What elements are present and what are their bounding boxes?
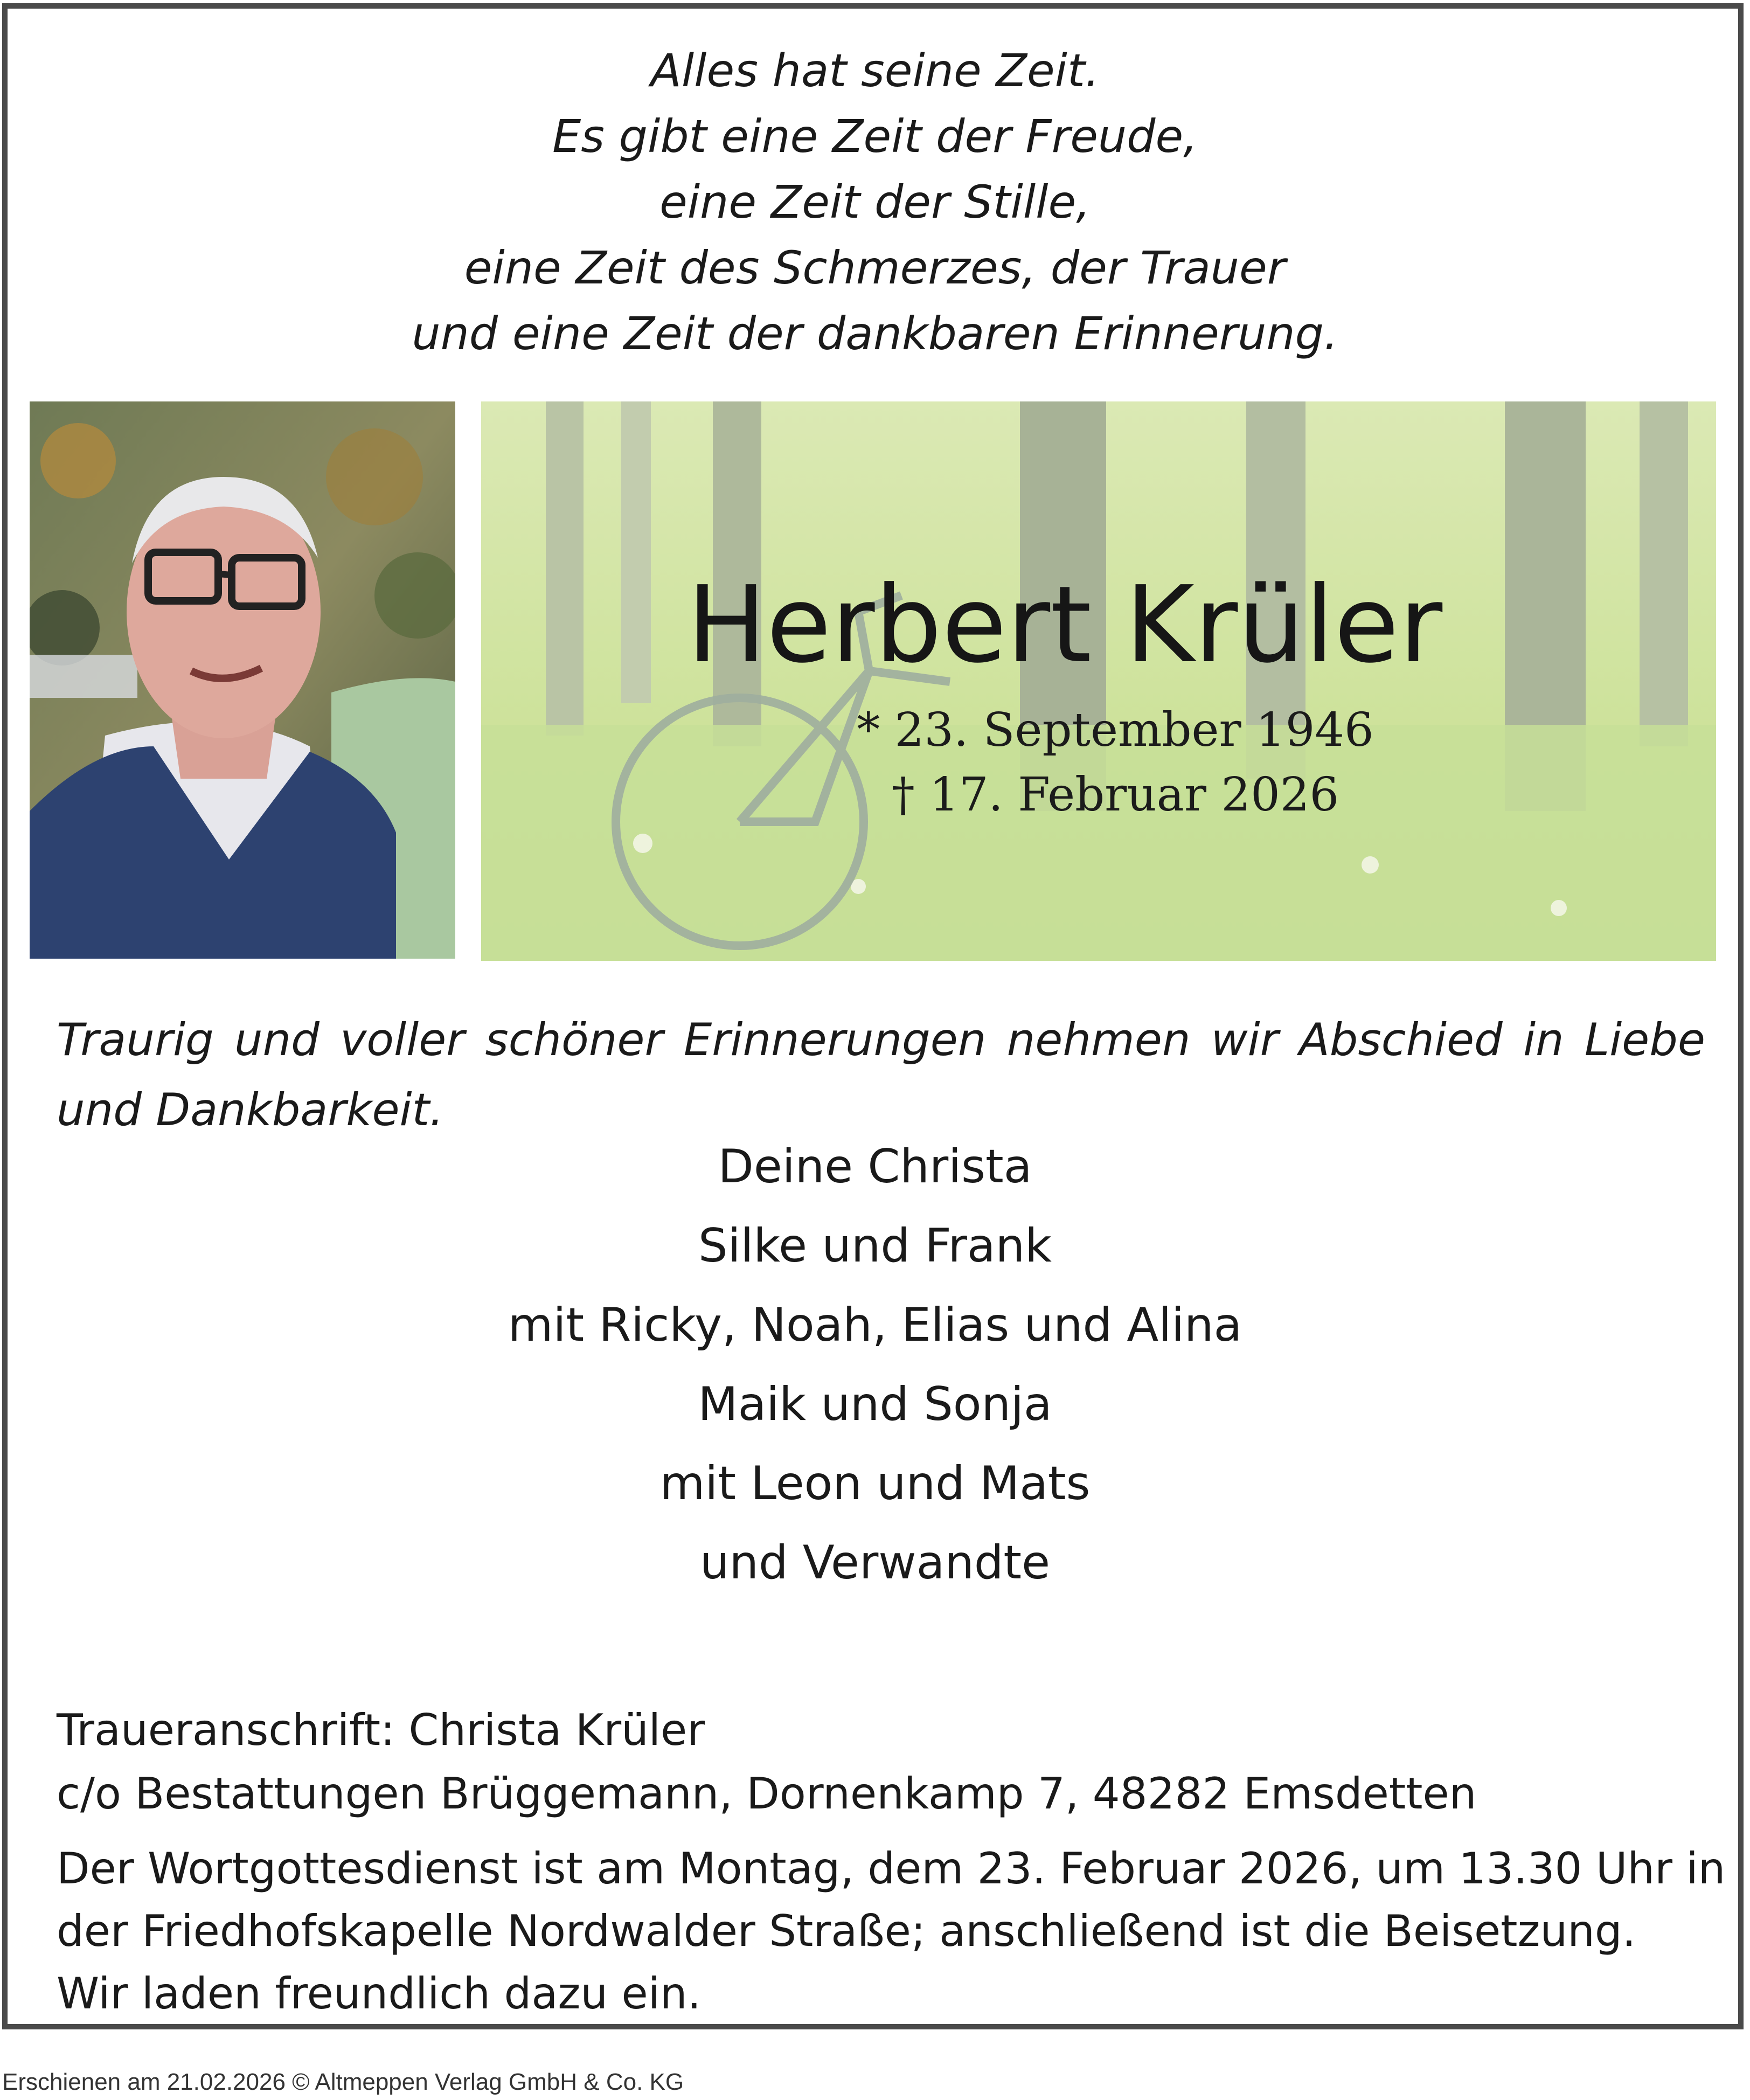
service-info <box>57 1838 1726 2025</box>
service-line: der Friedhofskapelle Nordwalder Straße; anschließend ist die Beisetzung. <box>57 1906 1636 1956</box>
address-line: Traueranschrift: Christa Krüler <box>57 1705 705 1755</box>
family-line: mit Ricky, Noah, Elias und Alina <box>508 1298 1242 1352</box>
service-line: Wir laden freundlich dazu ein. <box>57 1969 702 2019</box>
poem-line: eine Zeit des Schmerzes, der Trauer <box>464 241 1286 294</box>
deceased-name: Herbert Krüler <box>687 564 1443 687</box>
poem-line: Es gibt eine Zeit der Freude, <box>552 110 1198 163</box>
family-line: mit Leon und Mats <box>659 1457 1091 1510</box>
mourning-address <box>57 1699 1705 1826</box>
family-line: und Verwandte <box>699 1536 1051 1590</box>
family-list <box>0 1127 1750 1603</box>
poem-line: und eine Zeit der dankbaren Erinnerung. <box>412 307 1338 360</box>
poem <box>0 38 1750 366</box>
family-line: Silke und Frank <box>698 1219 1052 1273</box>
family-line: Deine Christa <box>718 1140 1032 1194</box>
portrait-photo <box>30 401 455 959</box>
mourning-text: Traurig und voller schöner Erinnerungen nehmen wir Abschied in Liebe und Dankbarkeit. <box>57 1014 1705 1136</box>
family-line: Maik und Sonja <box>698 1377 1052 1431</box>
birth-date: * 23. September 1946 <box>857 703 1374 757</box>
publication-footer: Erschienen am 21.02.2026 © Altmeppen Verlag GmbH & Co. KG <box>2 2069 684 2095</box>
service-line: Der Wortgottesdienst ist am Montag, dem 23. Februar 2026, um 13.30 Uhr in <box>57 1843 1726 1894</box>
death-date: † 17. Februar 2026 <box>891 768 1339 822</box>
poem-line: eine Zeit der Stille, <box>659 176 1091 228</box>
address-line: c/o Bestattungen Brüggemann, Dornenkamp 7, 48282 Emsdetten <box>57 1769 1477 1819</box>
poem-line: Alles hat seine Zeit. <box>650 44 1100 97</box>
